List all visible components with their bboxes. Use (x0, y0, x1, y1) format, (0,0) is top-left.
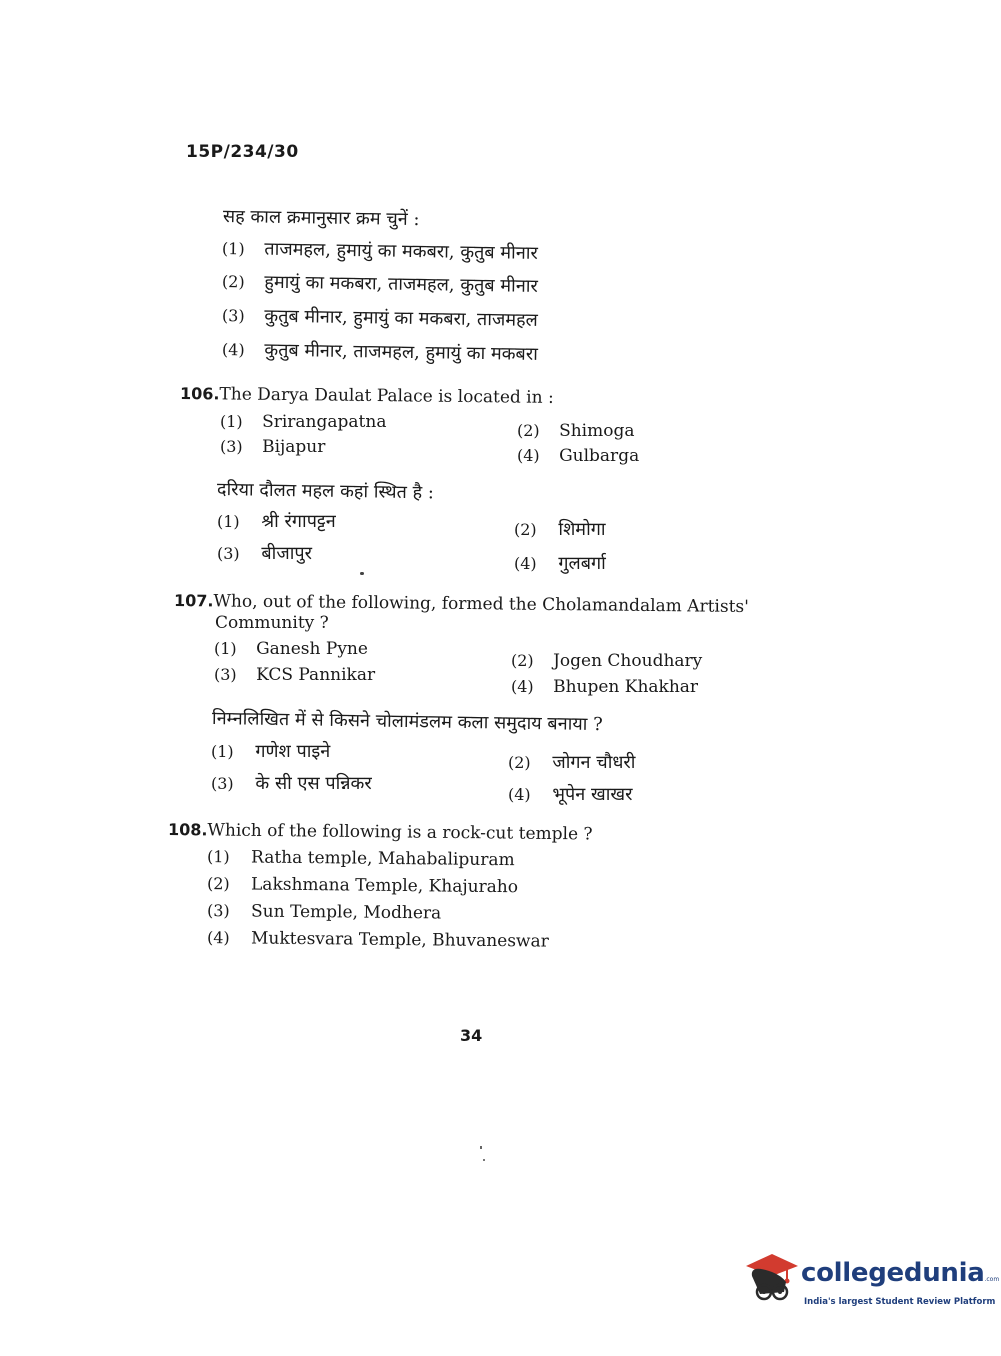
logo-wordmark: collegedunia (801, 1258, 985, 1288)
option-number: (4) (511, 677, 534, 696)
q106-option-1-hi[interactable] (217, 509, 336, 533)
option-number: (1) (214, 639, 237, 658)
option-text: श्री रंगापट्टन (261, 511, 336, 532)
question-number: 106. (179, 384, 220, 404)
option-text: Jogen Choudhary (553, 651, 703, 671)
page-number: 34 (460, 1026, 483, 1045)
q105-option-2[interactable] (222, 269, 538, 298)
option-text: कुतुब मीनार, ताजमहल, हुमायुं का मकबरा (264, 339, 538, 365)
q107-option-2-hi[interactable] (508, 750, 635, 774)
q108-question-english (168, 820, 593, 844)
q106-option-2-hi[interactable] (514, 517, 606, 541)
option-text: Bhupen Khakhar (553, 677, 699, 697)
option-text: शिमोगा (558, 519, 606, 540)
option-text: Ratha temple, Mahabalipuram (250, 847, 515, 871)
option-number: (4) (508, 785, 531, 804)
q106-option-1-en[interactable] (220, 412, 386, 432)
question-number: 108. (167, 820, 208, 840)
q107-option-4-hi[interactable] (508, 782, 632, 806)
paper-code: 15P/234/30 (186, 142, 299, 162)
option-number: (3) (217, 544, 240, 563)
option-number: (3) (220, 437, 243, 456)
option-number: (2) (511, 651, 534, 670)
option-text: Gulbarga (559, 446, 640, 466)
option-number: (3) (211, 774, 234, 793)
q106-question-hindi: दरिया दौलत महल कहां स्थित है : (216, 479, 435, 504)
option-number: (1) (206, 847, 230, 867)
option-text: Shimoga (559, 421, 635, 441)
logo-tld: .com (984, 1276, 1000, 1283)
option-number: (2) (514, 520, 537, 539)
option-number: (2) (221, 272, 245, 292)
option-text: गुलबर्गा (558, 553, 606, 574)
q107-option-4-en[interactable] (511, 677, 698, 697)
scan-speck (480, 1146, 482, 1149)
option-text: भूपेन खाखर (552, 784, 633, 805)
option-number: (4) (206, 928, 230, 948)
option-number: (1) (211, 742, 234, 761)
q106-option-4-hi[interactable] (514, 551, 606, 575)
scan-speck (483, 1159, 485, 1161)
option-number: (1) (220, 412, 243, 431)
scan-speck (360, 572, 364, 575)
option-number: (1) (217, 512, 240, 531)
option-text: Bijapur (262, 437, 326, 457)
option-number: (3) (206, 901, 230, 921)
option-text: बीजापुर (261, 543, 312, 564)
option-text: Lakshmana Temple, Khajuraho (250, 874, 519, 898)
option-number: (2) (517, 421, 540, 440)
q106-option-3-hi[interactable] (217, 541, 312, 565)
q106-option-2-en[interactable] (517, 421, 634, 441)
q107-question-english-line2: Community ? (215, 613, 329, 633)
q107-option-3-hi[interactable] (211, 771, 372, 795)
q107-question-hindi: निम्नलिखित में से किसने चोलामंडलम कला समुदाय बनाया ? (211, 708, 603, 736)
q105-prompt-hindi: सह काल क्रमानुसार क्रम चुनें : (222, 206, 420, 231)
option-number: (4) (221, 340, 245, 360)
option-number: (1) (221, 239, 245, 259)
option-text: Srirangapatna (262, 412, 387, 432)
q108-option-4[interactable] (207, 928, 549, 952)
q107-option-3-en[interactable] (214, 665, 375, 685)
option-text: ताजमहल, हुमायुं का मकबरा, कुतुब मीनार (264, 238, 538, 264)
question-text: Who, out of the following, formed the Cholamandalam Artists' (213, 591, 749, 618)
q107-option-2-en[interactable] (511, 651, 702, 671)
q108-option-2[interactable] (207, 874, 518, 897)
q107-option-1-hi[interactable] (211, 739, 330, 763)
question-number: 107. (173, 591, 214, 611)
q105-option-3[interactable] (222, 303, 538, 332)
option-text: जोगन चौधरी (552, 752, 636, 773)
collegedunia-mascot-icon (742, 1252, 802, 1308)
q106-option-3-en[interactable] (220, 437, 325, 457)
option-text: Muktesvara Temple, Bhuvaneswar (250, 928, 549, 952)
option-text: KCS Pannikar (256, 665, 376, 685)
q108-option-3[interactable] (207, 901, 441, 923)
option-text: गणेश पाइने (255, 741, 331, 762)
q106-question-english (180, 384, 554, 408)
option-number: (2) (206, 874, 230, 894)
option-text: के सी एस पन्निकर (255, 773, 372, 794)
option-text: कुतुब मीनार, हुमायुं का मकबरा, ताजमहल (264, 305, 538, 331)
option-text: Sun Temple, Modhera (250, 901, 442, 924)
q107-option-1-en[interactable] (214, 639, 368, 659)
option-number: (4) (517, 446, 540, 465)
option-text: Ganesh Pyne (256, 639, 368, 659)
question-text: The Darya Daulat Palace is located in : (219, 384, 554, 408)
option-number: (3) (221, 306, 245, 326)
question-text: Which of the following is a rock-cut temple ? (207, 820, 593, 845)
option-number: (4) (514, 554, 537, 573)
option-number: (2) (508, 753, 531, 772)
q108-option-1[interactable] (207, 847, 515, 870)
collegedunia-logo (801, 1258, 999, 1288)
q105-option-1[interactable] (222, 236, 538, 265)
logo-tagline: India's largest Student Review Platform (804, 1297, 996, 1307)
q105-option-4[interactable] (222, 337, 538, 366)
q106-option-4-en[interactable] (517, 446, 639, 466)
option-text: हुमायुं का मकबरा, ताजमहल, कुतुब मीनार (264, 271, 538, 297)
option-number: (3) (214, 665, 237, 684)
